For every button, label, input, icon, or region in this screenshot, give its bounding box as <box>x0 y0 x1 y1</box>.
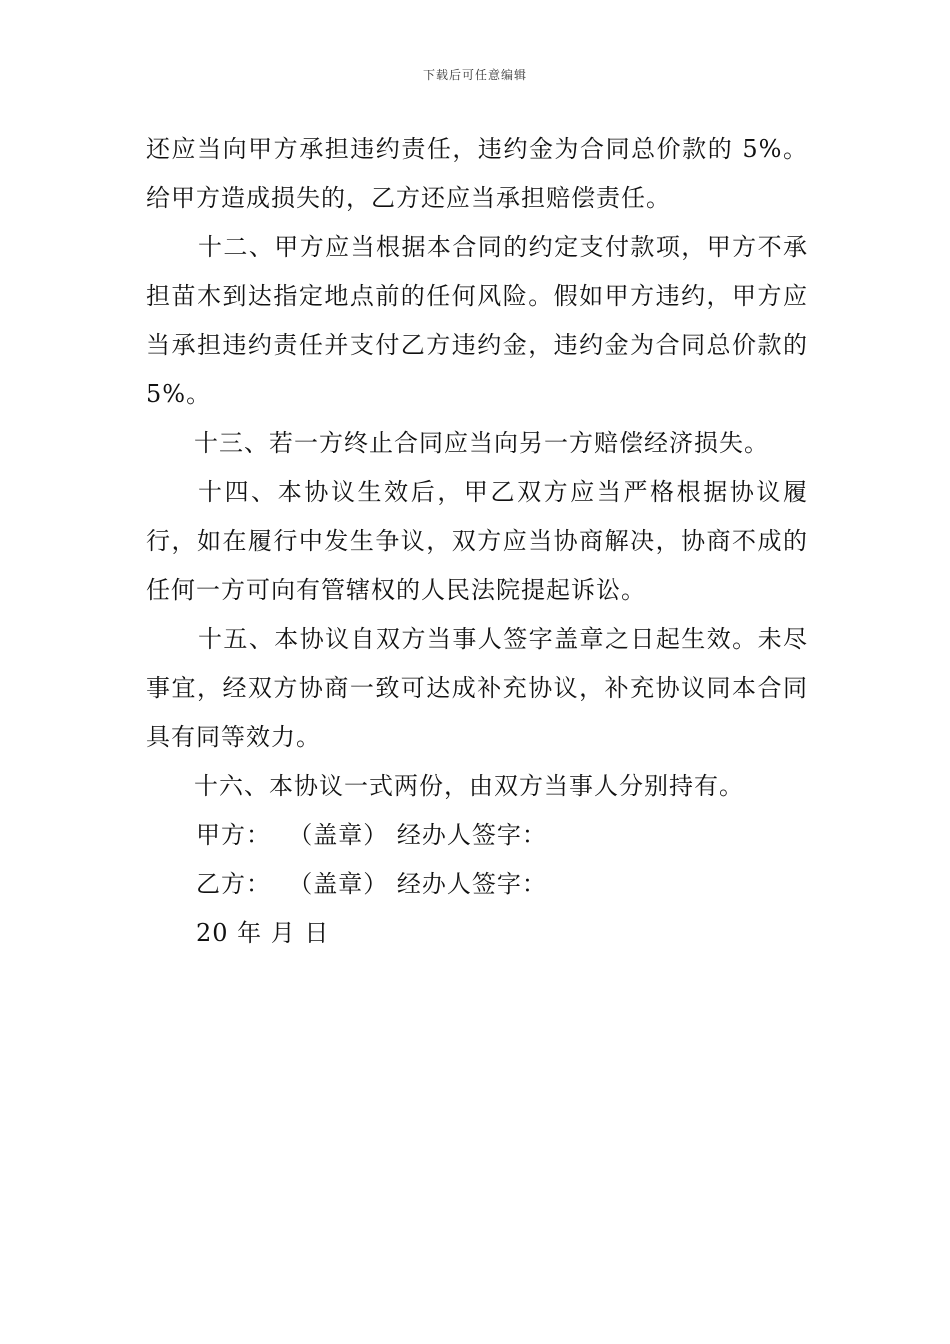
paragraph-clause-12: 十二、甲方应当根据本合同的约定支付款项，甲方不承担苗木到达指定地点前的任何风险。假如甲方违约，甲方应当承担违约责任并支付乙方违约金，违约金为合同总价款的 5%。 <box>146 233 808 408</box>
paragraph-clause-15: 十五、本协议自双方当事人签字盖章之日起生效。未尽事宜，经双方协商一致可达成补充协议，补充协议同本合同具有同等效力。 <box>146 625 808 751</box>
paragraph-clause-14: 十四、本协议生效后，甲乙双方应当严格根据协议履行，如在履行中发生争议，双方应当协商解决，协商不成的任何一方可向有管辖权的人民法院提起诉讼。 <box>146 478 808 604</box>
paragraph-clause-13: 十三、若一方终止合同应当向另一方赔偿经济损失。 <box>194 429 769 457</box>
signature-date: 20 年 月 日 <box>196 919 330 947</box>
page-header: 下载后可任意编辑 <box>422 68 527 82</box>
signature-party-b: 乙方： （盖章） 经办人签字： <box>196 870 547 898</box>
signature-party-a: 甲方： （盖章） 经办人签字： <box>196 821 547 849</box>
paragraph-clause-16: 十六、本协议一式两份，由双方当事人分别持有。 <box>194 772 744 800</box>
paragraph-continuation: 还应当向甲方承担违约责任，违约金为合同总价款的 5%。给甲方造成损失的，乙方还应当承担赔偿责任。 <box>146 135 808 212</box>
document-body <box>146 125 808 958</box>
